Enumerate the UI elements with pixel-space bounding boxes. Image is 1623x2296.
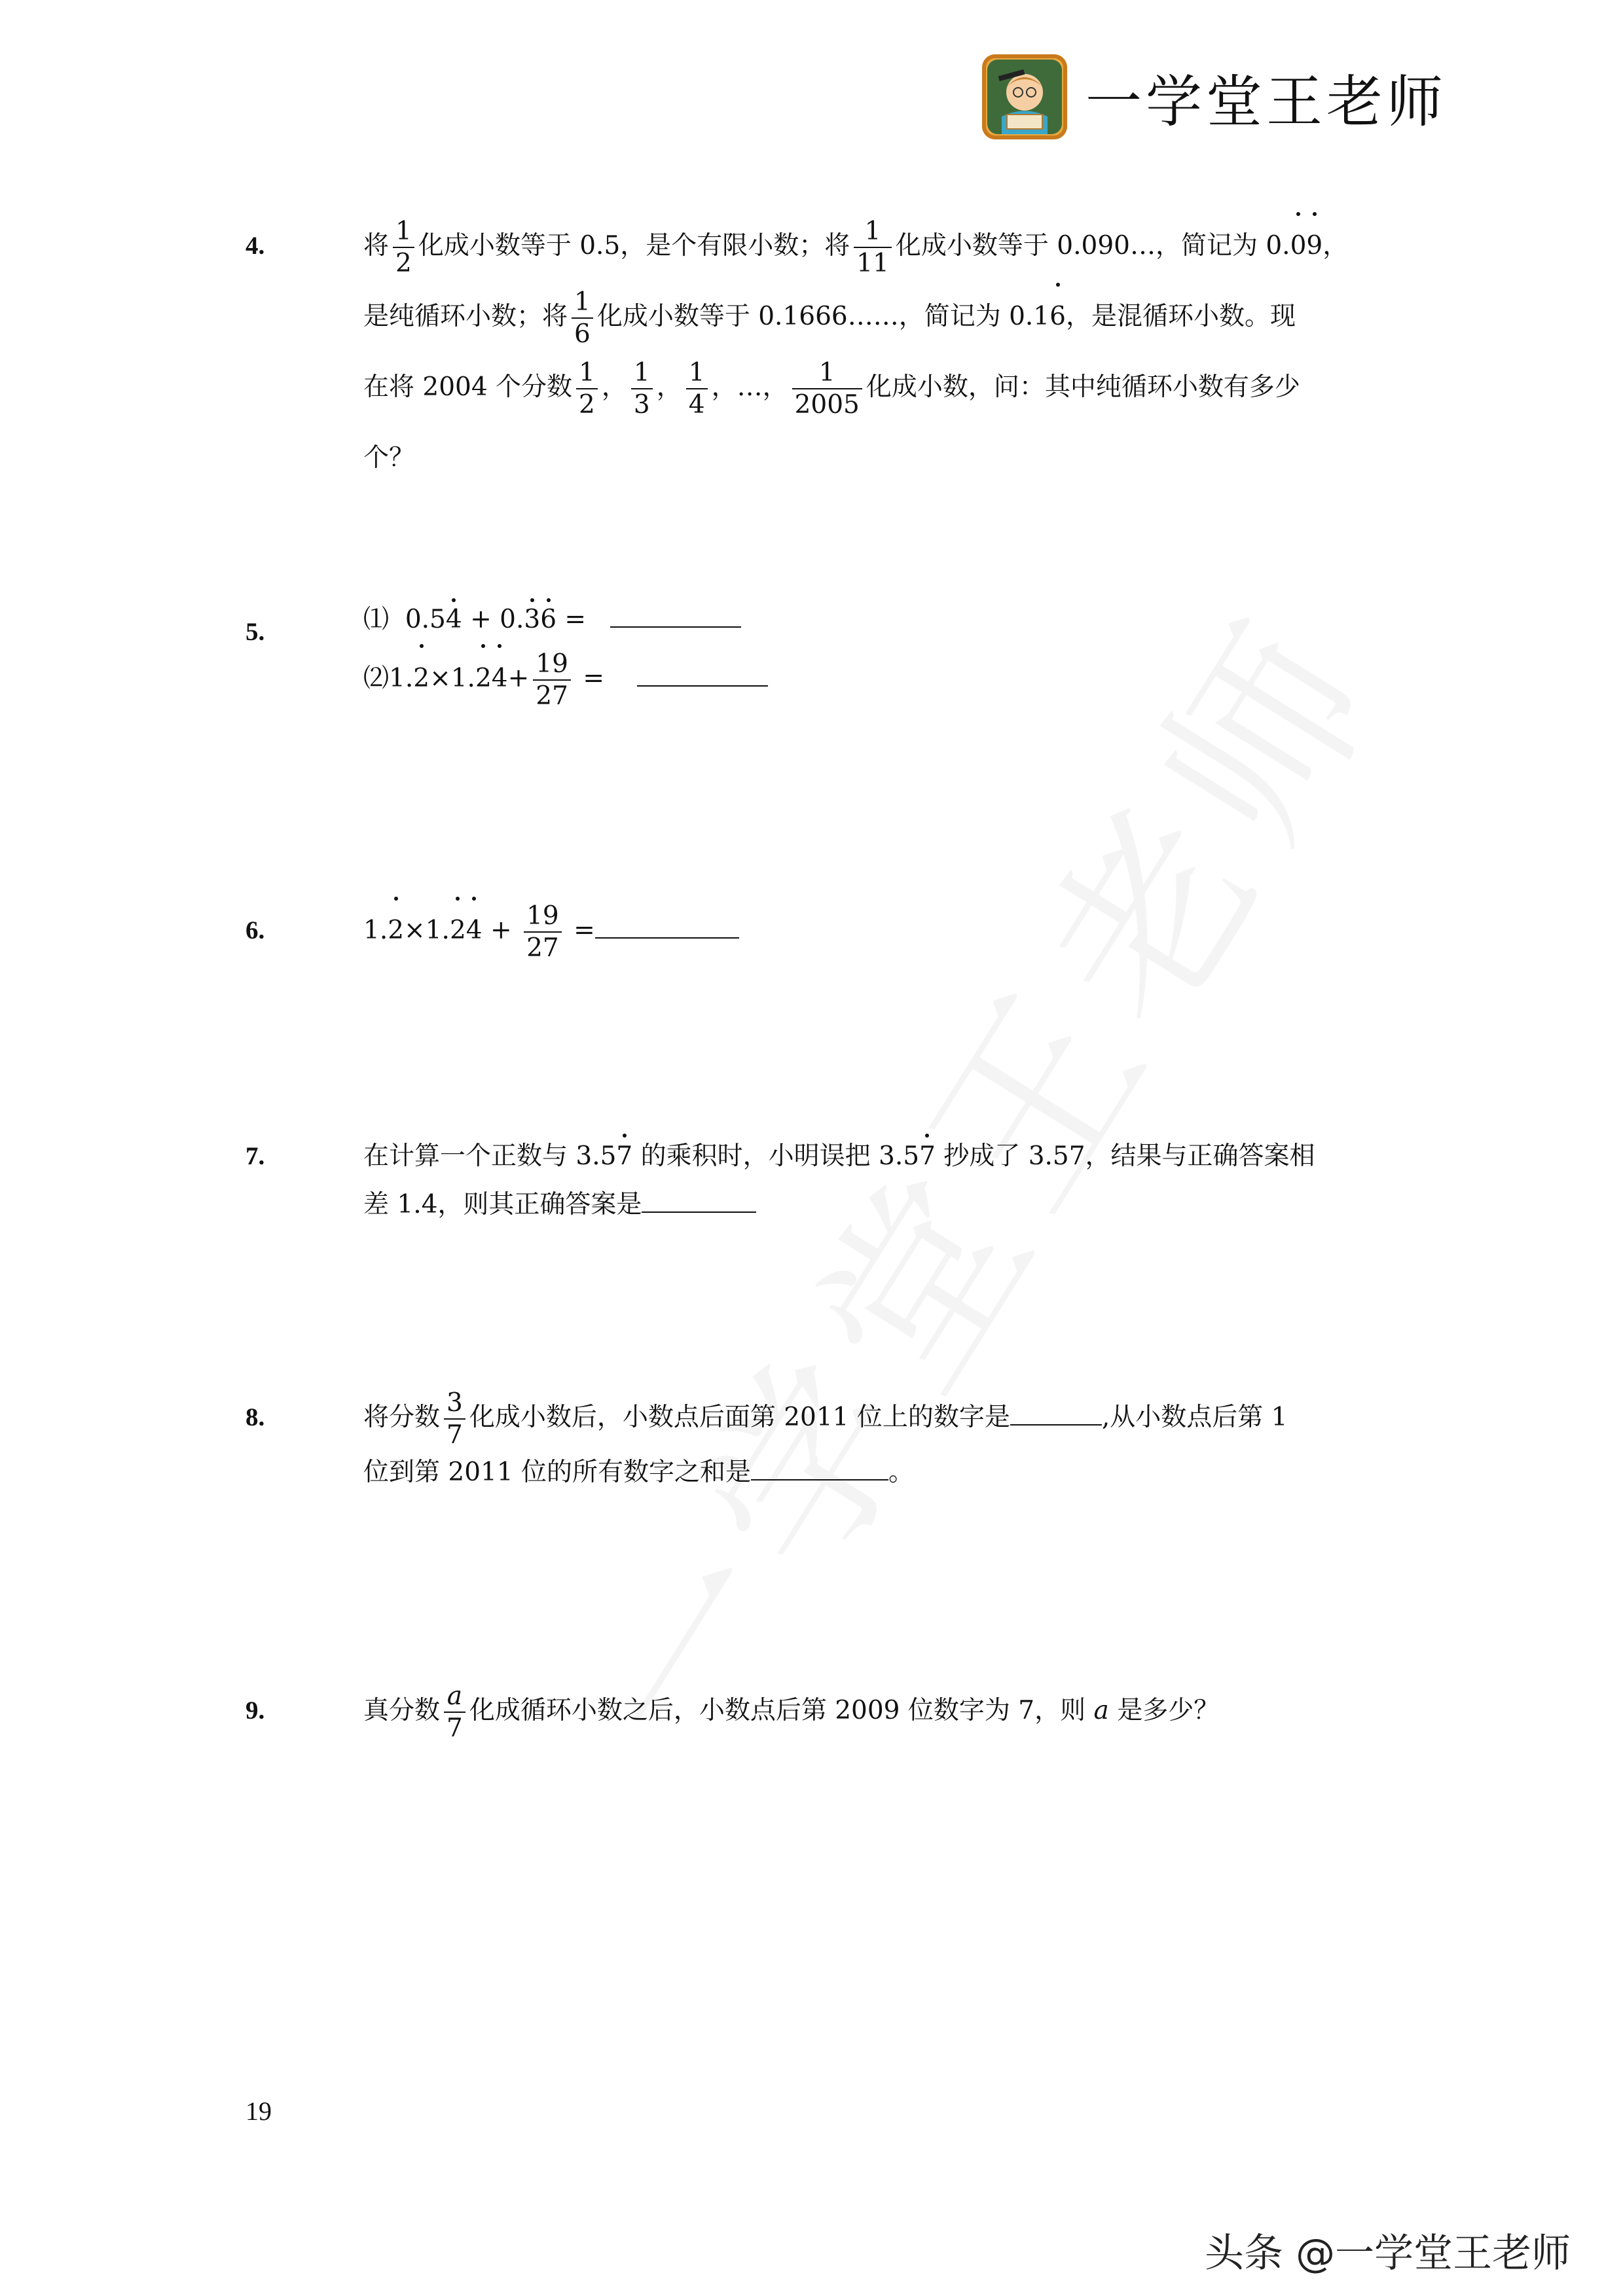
text: = (565, 916, 595, 945)
fraction (524, 903, 562, 961)
text-line: 个？ (363, 443, 415, 473)
repeating-digit: 2 (388, 895, 404, 966)
text: 差 1.4，则其正确答案是 (363, 1190, 642, 1219)
question-body (363, 211, 1620, 493)
answer-blank[interactable] (642, 1188, 756, 1213)
text-line (363, 1132, 1620, 1181)
numerator: 1 (572, 289, 593, 319)
text: 是纯循环小数；将 (363, 302, 568, 331)
watermark (509, 707, 1338, 1800)
answer-blank[interactable] (595, 914, 739, 939)
question-number: 4. (246, 232, 265, 260)
repeating-digit: 0 (1290, 211, 1307, 281)
text-line (363, 352, 1620, 423)
text: + 0. (462, 605, 524, 634)
text: ,从小数点后第 1 (1101, 1403, 1288, 1432)
text: 将分数 (363, 1403, 441, 1432)
numerator: 1 (393, 219, 414, 248)
fraction (444, 1390, 465, 1448)
text: 的乘积时，小明误把 3.5 (632, 1141, 920, 1171)
question-number: 6. (246, 916, 265, 944)
answer-blank[interactable] (610, 603, 741, 628)
repeating-digit: 7 (919, 1132, 936, 1181)
repeating-digit: 3 (524, 597, 540, 643)
fraction (444, 1683, 465, 1741)
text-line (363, 895, 1620, 966)
question-body (363, 1390, 1620, 1500)
denominator: 7 (447, 1713, 463, 1743)
question-body (363, 1132, 1620, 1229)
footer-attribution: 头条 @一学堂王老师 (1205, 2231, 1571, 2276)
part-label: ⑴ (363, 605, 390, 634)
repeating-digit: 9 (1306, 211, 1322, 281)
fraction (686, 360, 708, 418)
question-body (363, 597, 1620, 715)
text: ， (656, 372, 682, 402)
text: 位到第 2011 位的所有数字之和是 (363, 1458, 752, 1487)
text-line (363, 1445, 1620, 1500)
text: 化成小数，问：其中纯循环小数有多少 (866, 372, 1300, 402)
text: 在将 2004 个分数 (363, 372, 573, 402)
fraction (854, 219, 892, 276)
repeating-digit: 2 (413, 643, 429, 715)
text: 。 (888, 1458, 915, 1487)
text: 化成小数等于 0.090…，简记为 0. (895, 231, 1290, 260)
text-line (363, 281, 1620, 352)
text: ， (601, 372, 627, 402)
fraction (393, 219, 414, 276)
numerator: 1 (792, 360, 862, 389)
part-label: ⑵ (363, 664, 390, 693)
teacher-avatar-icon (982, 54, 1067, 139)
repeating-digit: 6 (1049, 281, 1066, 352)
repeating-digit: 4 (492, 643, 508, 715)
denominator: 2 (579, 390, 595, 420)
denominator: 27 (536, 681, 568, 711)
answer-blank[interactable] (1010, 1401, 1102, 1426)
numerator: 19 (524, 903, 562, 933)
text: 化成小数等于 0.1666……，简记为 0.1 (596, 302, 1050, 331)
denominator: 6 (574, 319, 591, 349)
repeating-digit: 7 (616, 1132, 632, 1181)
repeating-digit: 2 (450, 895, 466, 966)
text-line (363, 211, 1620, 281)
numerator: 1 (631, 360, 653, 389)
text: 化成小数等于 0.5，是个有限小数；将 (418, 231, 850, 260)
text: 1. (363, 916, 388, 945)
text: 在计算一个正数与 3.5 (363, 1141, 617, 1171)
answer-blank[interactable] (637, 662, 768, 687)
variable: a (1093, 1696, 1109, 1725)
question-number: 7. (246, 1142, 265, 1170)
numerator: 19 (533, 651, 571, 681)
text: = (574, 664, 605, 693)
repeating-digit: 4 (446, 597, 462, 643)
question-body (363, 1676, 1620, 1746)
denominator: 2005 (794, 390, 860, 420)
question-number: 5. (246, 618, 265, 646)
text: 真分数 (363, 1696, 441, 1725)
numerator: 1 (576, 360, 598, 389)
fraction (533, 651, 571, 709)
denominator: 27 (526, 933, 559, 963)
answer-blank[interactable] (751, 1456, 888, 1480)
header-brand (982, 51, 1447, 143)
denominator: 7 (447, 1420, 463, 1450)
text: ， (1322, 231, 1349, 260)
brand-name: 一学堂王老师 (1085, 69, 1447, 135)
text: 是多少？ (1117, 1696, 1220, 1725)
question-body (363, 895, 1620, 966)
denominator: 3 (633, 390, 650, 420)
text: ，是混循环小数。现 (1065, 302, 1296, 331)
text-line (363, 1388, 1620, 1450)
text: 0.5 (405, 605, 446, 634)
text: 化成循环小数之后，小数点后第 2009 位数字为 7，则 (469, 1696, 1086, 1725)
text-line (363, 1676, 1620, 1746)
fraction (792, 360, 862, 418)
text-line (363, 597, 1620, 643)
page-number: 19 (246, 2096, 272, 2126)
text: ×1. (429, 664, 475, 693)
text: ×1. (404, 916, 450, 945)
fraction (576, 360, 598, 418)
denominator: 4 (688, 390, 705, 420)
repeating-digit: 4 (466, 895, 483, 966)
numerator: 1 (854, 219, 892, 248)
text: ，…， (711, 372, 788, 402)
fraction (572, 289, 593, 347)
numerator: 3 (444, 1390, 465, 1420)
repeating-digit: 2 (475, 643, 492, 715)
text: 将 (363, 231, 390, 260)
text: + (507, 664, 530, 693)
text: = (556, 605, 587, 634)
denominator: 11 (856, 249, 889, 278)
fraction (631, 360, 653, 418)
text: 1. (389, 664, 414, 693)
text: 化成小数后，小数点后面第 2011 位上的数字是 (469, 1403, 1010, 1432)
text-line (363, 643, 1620, 715)
question-number: 9. (246, 1696, 265, 1725)
repeating-digit: 6 (540, 597, 556, 643)
numerator: a (444, 1683, 465, 1713)
text: 抄成了 3.57，结果与正确答案相 (935, 1141, 1315, 1171)
question-number: 8. (246, 1403, 265, 1431)
text-line (363, 1181, 1620, 1229)
denominator: 2 (395, 249, 412, 278)
numerator: 1 (686, 360, 708, 389)
text: + (482, 916, 520, 945)
